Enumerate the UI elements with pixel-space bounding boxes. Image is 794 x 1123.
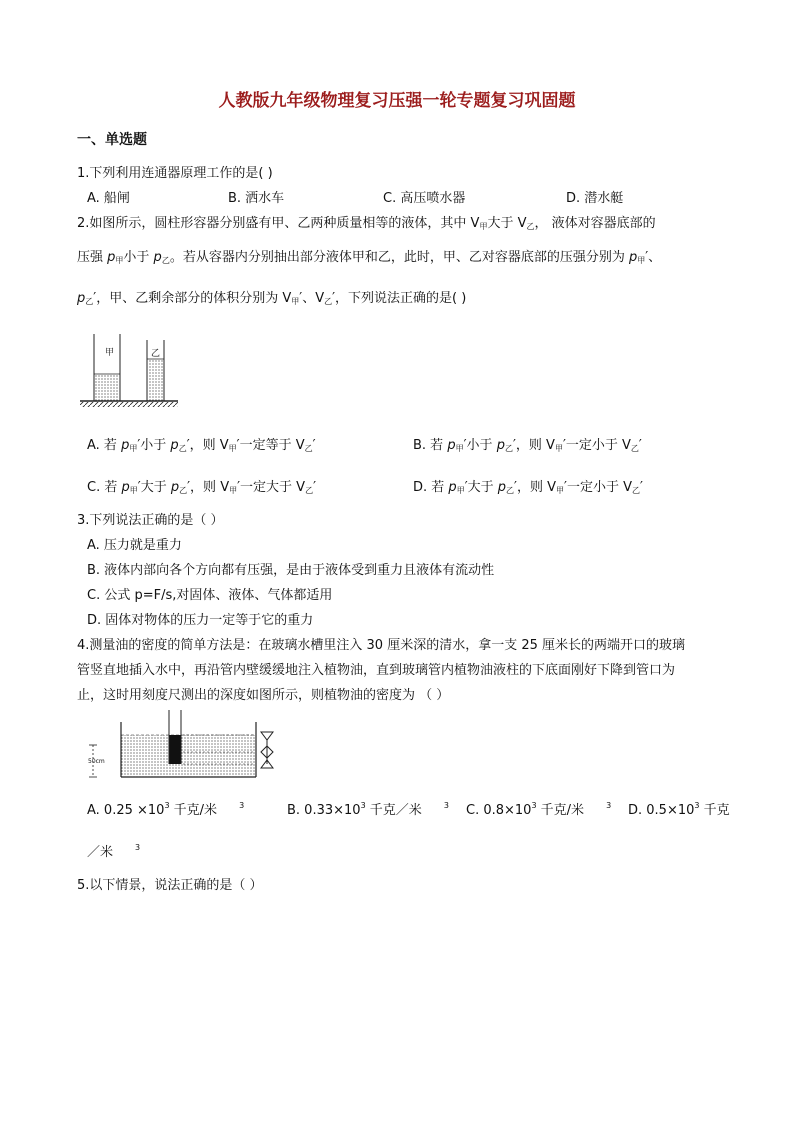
q3-option-c: C. 公式 p=F/s,对固体、液体、气体都适用 [87,588,333,603]
q1-stem: 1.下列利用连通器原理工作的是( ) [77,166,273,181]
q1-option-a: A. 船闸 [87,191,130,206]
q4-option-c: C. $0.8\times 10^3$ 千克/米 $^3$ [466,801,612,818]
q4-stem-line3: 止，这时用刻度尺测出的深度如图所示，则植物油的密度为 （ ） [77,688,450,703]
q4-option-d: D. $0.5\times 10^3$ 千克 [628,801,730,818]
q2-stem-line1: 2.如图所示，圆柱形容器分别盛有甲、乙两种质量相等的液体，其中 $V_甲$大于 $V_乙$， 液体对容器底部的 [77,216,656,231]
q2-option-d: D. 若 $p_甲'$大于 $p_乙'$，则 $V_甲'$一定小于 $V_乙'$ [413,480,643,495]
q4-option-b: B. $0.33\times 10^3$ 千克／米 $^3$ [287,801,449,818]
q4-stem-line2: 管竖直地插入水中，再沿管内壁缓缓地注入植物油，直到玻璃管内植物油液柱的下底面刚好下降到管口为 [77,663,676,678]
q2-figure-label-yi: 乙 [151,349,161,359]
q2-stem-line3: $p_乙'$，甲、乙剩余部分的体积分别为 $V_甲'$、$V_乙'$，下列说法正确的是( ) [77,291,467,306]
q2-option-c: C. 若 $p_甲'$大于 $p_乙'$，则 $V_甲'$一定大于 $V_乙'$ [87,480,317,495]
q4-stem-line1: 4.测量油的密度的简单方法是：在玻璃水槽里注入 30 厘米深的清水，拿一支 25 厘米长的两端开口的玻璃 [77,638,686,653]
q1-option-c: C. 高压喷水器 [383,191,466,206]
q3-option-d: D. 固体对物体的压力一定等于它的重力 [87,613,314,628]
document-title: 人教版九年级物理复习压强一轮专题复习巩固题 [218,91,576,111]
section-heading: 一、单选题 [77,132,147,148]
q1-option-d: D. 潜水艇 [566,191,624,206]
q4-option-a: A. $0.25 \times 10^3$ 千克/米 $^3$ [87,801,245,818]
q2-stem-line2: 压强 $p_甲$小于 $p_乙$。若从容器内分别抽出部分液体甲和乙，此时，甲、乙对容器底部的压强分别为 $p_甲'$、 [77,250,662,265]
q2-option-a: A. 若 $p_甲'$小于 $p_乙'$，则 $V_甲'$一定等于 $V_乙'$ [87,438,316,453]
q3-option-b: B. 液体内部向各个方向都有压强，是由于液体受到重力且液体有流动性 [87,563,495,578]
q2-figure-label-jia: 甲 [105,348,115,358]
q1-option-b: B. 洒水车 [228,191,285,206]
q4-figure-tank [85,710,285,782]
q2-option-b: B. 若 $p_甲'$小于 $p_乙'$，则 $V_甲'$一定小于 $V_乙'$ [413,438,642,453]
q2-figure-containers [80,330,180,410]
q4-figure-label: 50cm [88,758,105,765]
q3-option-a: A. 压力就是重力 [87,538,182,553]
q3-stem: 3.下列说法正确的是（ ） [77,513,224,528]
q4-option-d-continued: ／米 $^3$ [87,843,141,860]
q5-stem: 5.以下情景，说法正确的是（ ） [77,878,263,893]
